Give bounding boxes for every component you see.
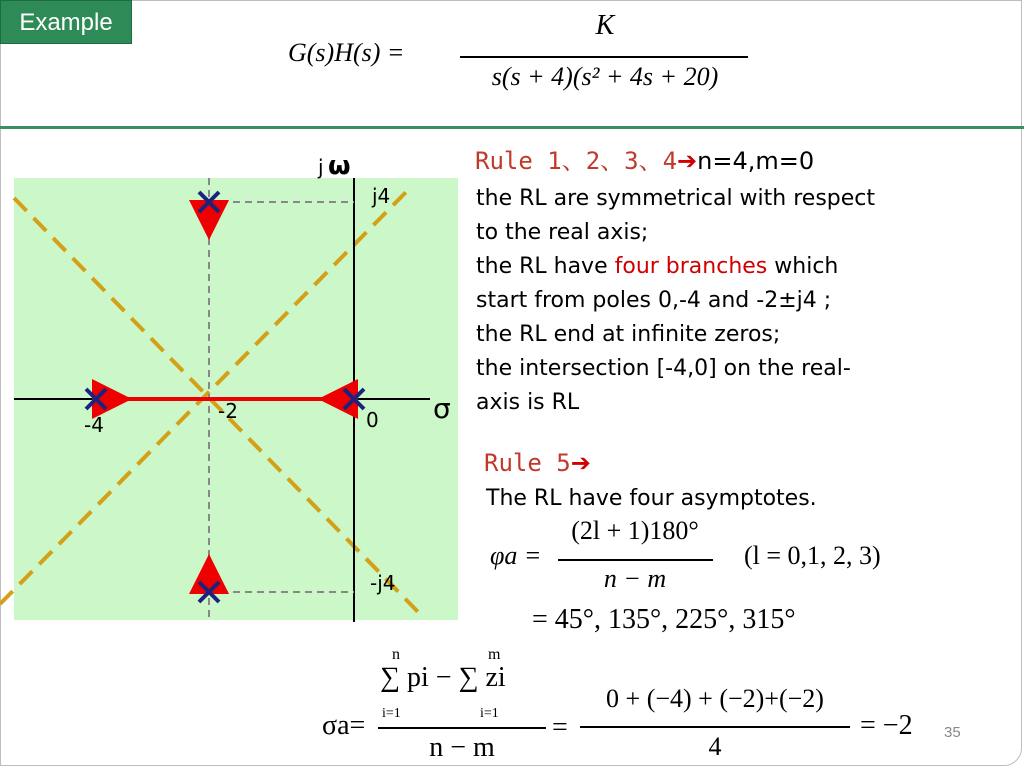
equals-sign: = xyxy=(552,712,568,743)
rule1-title: Rule 1、2、3、4 xyxy=(475,147,678,175)
sigma-mid-numerator: 0 + (−4) + (−2)+(−2) xyxy=(606,684,824,713)
tick-label-minus-4: -4 xyxy=(84,413,104,437)
tick-label-0: 0 xyxy=(366,408,379,432)
sum-top-n: n xyxy=(392,646,400,663)
rule1-heading xyxy=(475,144,814,178)
phi-denominator: n − m xyxy=(603,564,667,593)
sigma-denominator: n − m xyxy=(429,732,495,763)
transfer-function-lhs: G(s)H(s) = xyxy=(288,38,405,67)
tick-label-j4: j4 xyxy=(372,184,391,208)
phi-values: = 45°, 135°, 225°, 315° xyxy=(532,604,796,635)
sigma-mid-bar xyxy=(580,726,850,728)
example-tag: Example xyxy=(0,0,132,44)
phi-range: (l = 0,1, 2, 3) xyxy=(744,541,881,570)
rule-line-2: to the real axis; xyxy=(476,220,649,245)
phi-bar xyxy=(558,559,713,561)
rule-line-1: the RL are symmetrical with respect xyxy=(476,186,875,211)
sigma-label: σ xyxy=(433,392,451,425)
arrow-icon: ➔ xyxy=(677,147,698,175)
phi-numerator: (2l + 1)180° xyxy=(571,516,699,545)
rule1-result: n=4,m=0 xyxy=(697,147,815,175)
tick-label-minus-j4: -j4 xyxy=(370,571,396,595)
rule-line-4: start from poles 0,-4 and -2±j4 ; xyxy=(476,288,832,313)
transfer-function-numerator: K xyxy=(595,10,615,41)
sigma-lhs: σa= xyxy=(322,710,366,741)
rule5-title: Rule 5 xyxy=(484,449,571,477)
sum-top-m: m xyxy=(488,646,501,663)
rule-line-3-a: the RL have xyxy=(476,254,615,279)
rule-line-5: the RL end at infinite zeros; xyxy=(476,322,781,347)
rule-line-6: the intersection [-4,0] on the real- xyxy=(476,356,851,381)
sum-bottom-right: i=1 xyxy=(480,706,499,721)
jw-label-j: j xyxy=(318,155,324,179)
arrow-icon: ➔ xyxy=(570,449,591,477)
phi-lhs: φa = xyxy=(490,541,542,570)
transfer-function-denominator: s(s + 4)(s² + 4s + 20) xyxy=(491,62,719,91)
sum-bottom-left: i=1 xyxy=(382,706,401,721)
sigma-numerator: ∑ pi − ∑ zi xyxy=(380,662,506,693)
rule5-text: The RL have four asymptotes. xyxy=(486,486,817,511)
sigma-result: = −2 xyxy=(860,710,913,741)
rule5-heading xyxy=(484,446,591,480)
rule-line-3-c: which xyxy=(767,254,839,279)
jw-label-omega: ω xyxy=(328,151,351,181)
sigma-mid-denominator: 4 xyxy=(708,732,722,761)
sigma-bar xyxy=(378,727,546,729)
page-number: 35 xyxy=(944,724,961,741)
transfer-function-bar xyxy=(460,56,748,58)
header-divider xyxy=(0,126,1024,129)
root-locus-plot xyxy=(0,140,470,630)
tick-label-minus-2: -2 xyxy=(218,399,238,423)
four-branches-highlight: four branches xyxy=(614,254,768,279)
rule-line-7: axis is RL xyxy=(476,390,580,415)
rule-line-3 xyxy=(476,250,838,284)
